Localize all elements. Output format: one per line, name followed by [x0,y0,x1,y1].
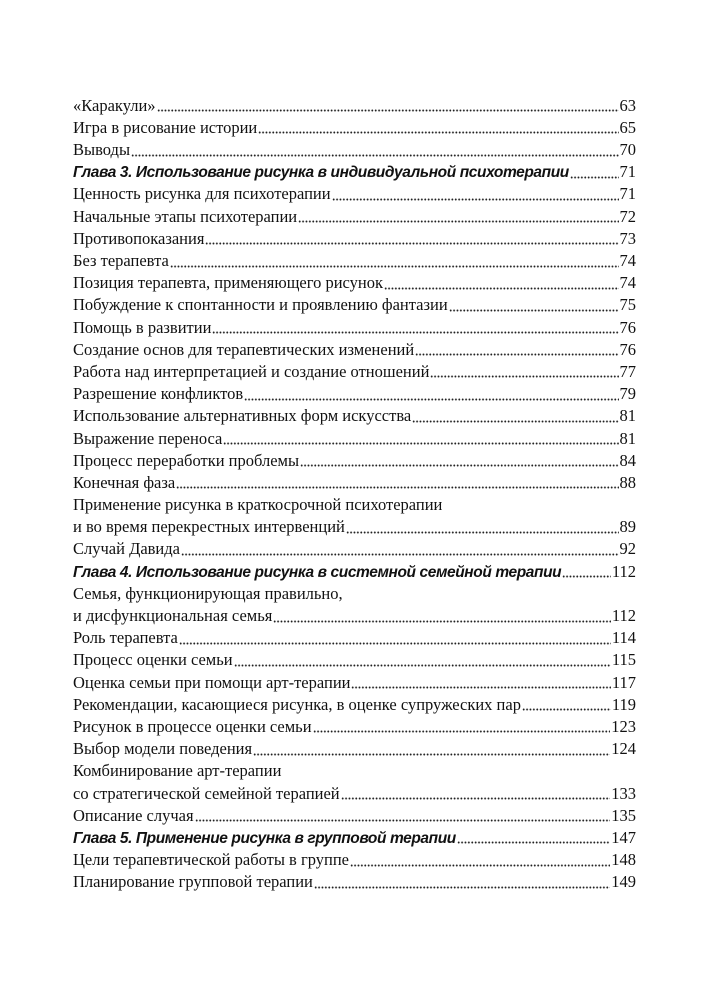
toc-entry-title: Процесс оценки семьи [73,650,233,670]
toc-entry [73,270,636,292]
toc-entry-page: 70 [619,140,636,160]
toc-entry-page: 92 [619,539,636,559]
toc-entry-page: 114 [611,628,636,648]
toc-entry-title: Глава 5. Применение рисунка в групповой терапии [73,829,456,847]
toc-entry [73,447,636,469]
toc-entry-page: 65 [619,117,636,137]
toc-entry-title: Семья, функционирующая правильно, [73,583,343,603]
toc-entry-first-line [73,491,636,513]
leader-dots [384,287,618,290]
toc-entry-page: 81 [619,428,636,448]
toc-entry-page: 72 [619,206,636,226]
toc-entry [73,691,636,713]
toc-entry-page: 76 [619,317,636,337]
leader-dots [570,176,619,179]
toc-entry [73,735,636,757]
leader-dots [300,464,618,467]
toc-entry-title: Процесс переработки проблемы [73,450,300,470]
toc-entry-title: Комбинирование арт-терапии [73,761,282,781]
toc-entry-page: 74 [619,273,636,293]
leader-dots [341,797,611,800]
toc-entry-page: 71 [619,162,636,182]
toc-entry-title: Выражение переноса [73,428,223,448]
leader-dots [170,265,619,268]
toc-entry-title: Использование альтернативных форм искусства [73,406,412,426]
toc-entry-title: Разрешение конфликтов [73,384,244,404]
toc-entry-page: 119 [611,694,636,714]
toc-entry-title: Помощь в развитии [73,317,212,337]
toc-entry [73,181,636,203]
toc-entry-title: Позиция терапевта, применяющего рисунок [73,273,384,293]
toc-entry [73,647,636,669]
toc-entry-page: 112 [611,606,636,625]
leader-dots [457,841,610,844]
toc-entry-title: Начальные этапы психотерапии [73,206,298,226]
leader-dots [350,864,610,867]
toc-entry [73,713,636,735]
toc-entry-page: 84 [619,450,636,470]
leader-dots [157,109,619,112]
leader-dots [258,131,618,134]
leader-dots [253,753,610,756]
toc-entry [73,536,636,558]
toc-entry-page: 89 [619,517,636,537]
toc-entry-page: 74 [619,251,636,270]
toc-entry-page: 77 [619,361,636,381]
toc-entry-title: Без терапевта [73,251,169,270]
toc-entry-title: Выбор модели поведения [73,739,253,759]
toc-entry-page: 147 [611,827,636,847]
toc-entry [73,203,636,225]
toc-entry-title: Роль терапевта [73,628,178,648]
toc-entry-page: 135 [611,805,636,825]
toc-entry-page: 75 [619,295,636,315]
leader-dots [522,708,611,711]
leader-dots [449,309,619,312]
toc-entry-title: Планирование групповой терапии [73,872,313,892]
leader-dots [351,686,610,689]
toc-entry-page: 112 [611,561,636,581]
toc-entry [73,780,636,802]
toc-entry-title: Применение рисунка в краткосрочной психотерапии [73,495,443,515]
chapter-heading [73,159,636,181]
toc-entry-page: 124 [611,739,636,759]
toc-entry-title: Конечная фаза [73,472,176,492]
toc-entry [73,292,636,314]
toc-entry [73,802,636,824]
leader-dots [176,486,618,489]
toc-entry-page: 81 [619,406,636,426]
toc-entry-page: 63 [619,95,636,115]
toc-entry-page: 117 [611,672,636,692]
leader-dots [415,353,618,356]
toc-entry-title: Случай Давида [73,539,180,559]
leader-dots [314,886,610,889]
toc-entry-title: Выводы [73,140,131,160]
toc-entry-title: и дисфункциональная семья [73,606,273,625]
toc-entry-title: Ценность рисунка для психотерапии [73,184,331,204]
toc-entry [73,425,636,447]
toc-entry [73,247,636,269]
toc-entry-page: 123 [611,716,636,736]
toc-entry [73,136,636,158]
leader-dots [430,375,618,378]
toc-entry-page: 88 [619,472,636,492]
toc-entry-page: 76 [619,339,636,359]
leader-dots [131,154,618,157]
leader-dots [205,242,618,245]
toc-entry [73,846,636,868]
leader-dots [244,398,618,401]
toc-entry-first-line [73,758,636,780]
leader-dots [313,730,611,733]
leader-dots [298,220,618,223]
leader-dots [273,620,611,623]
toc-entry-page: 71 [619,184,636,204]
toc-entry [73,336,636,358]
leader-dots [195,819,611,822]
toc-entry-title: Глава 4. Использование рисунка в системной семейной терапии [73,563,562,581]
leader-dots [212,331,618,334]
toc-entry-first-line [73,580,636,602]
leader-dots [412,420,618,423]
toc-entry-title: и во время перекрестных интервенций [73,517,345,537]
toc-entry [73,602,636,624]
leader-dots [179,642,611,645]
toc-entry [73,114,636,136]
toc-entry [73,403,636,425]
leader-dots [562,575,611,578]
toc-entry [73,225,636,247]
toc-entry-page: 149 [611,872,636,892]
toc-entry-title: Побуждение к спонтанности и проявлению фантазии [73,295,448,315]
toc-entry-title: Оценка семьи при помощи арт-терапии [73,672,351,692]
toc-entry [73,380,636,402]
toc-entry-page: 133 [611,783,636,803]
toc-entry-page: 73 [619,228,636,248]
leader-dots [181,553,619,556]
leader-dots [223,442,618,445]
toc-entry-title: со стратегической семейной терапией [73,783,340,803]
toc-entry [73,669,636,691]
toc-entry-title: Противопоказания [73,228,205,248]
toc-entry-title: Создание основ для терапевтических изменений [73,339,415,359]
toc-entry [73,358,636,380]
toc-entry-title: Игра в рисование истории [73,117,258,137]
toc-entry-title: Глава 3. Использование рисунка в индивидуальной психотерапии [73,164,569,182]
toc-entry [73,625,636,647]
toc-entry-title: Работа над интерпретацией и создание отношений [73,361,430,381]
toc-entry [73,314,636,336]
chapter-heading [73,558,636,580]
table-of-contents [73,92,636,891]
toc-entry-title: Рисунок в процессе оценки семьи [73,716,312,736]
toc-entry [73,514,636,536]
toc-entry-title: Цели терапевтической работы в группе [73,850,350,870]
toc-entry-page: 115 [611,650,636,670]
leader-dots [332,198,619,201]
toc-entry-page: 79 [619,384,636,404]
chapter-heading [73,824,636,846]
leader-dots [346,531,619,534]
toc-entry-title: Описание случая [73,805,194,825]
toc-entry [73,469,636,491]
toc-entry-page: 148 [611,850,636,870]
leader-dots [234,664,611,667]
toc-entry [73,92,636,114]
toc-entry-title: «Каракули» [73,95,156,115]
toc-entry-title: Рекомендации, касающиеся рисунка, в оценке супружеских пар [73,694,521,714]
toc-entry [73,869,636,891]
